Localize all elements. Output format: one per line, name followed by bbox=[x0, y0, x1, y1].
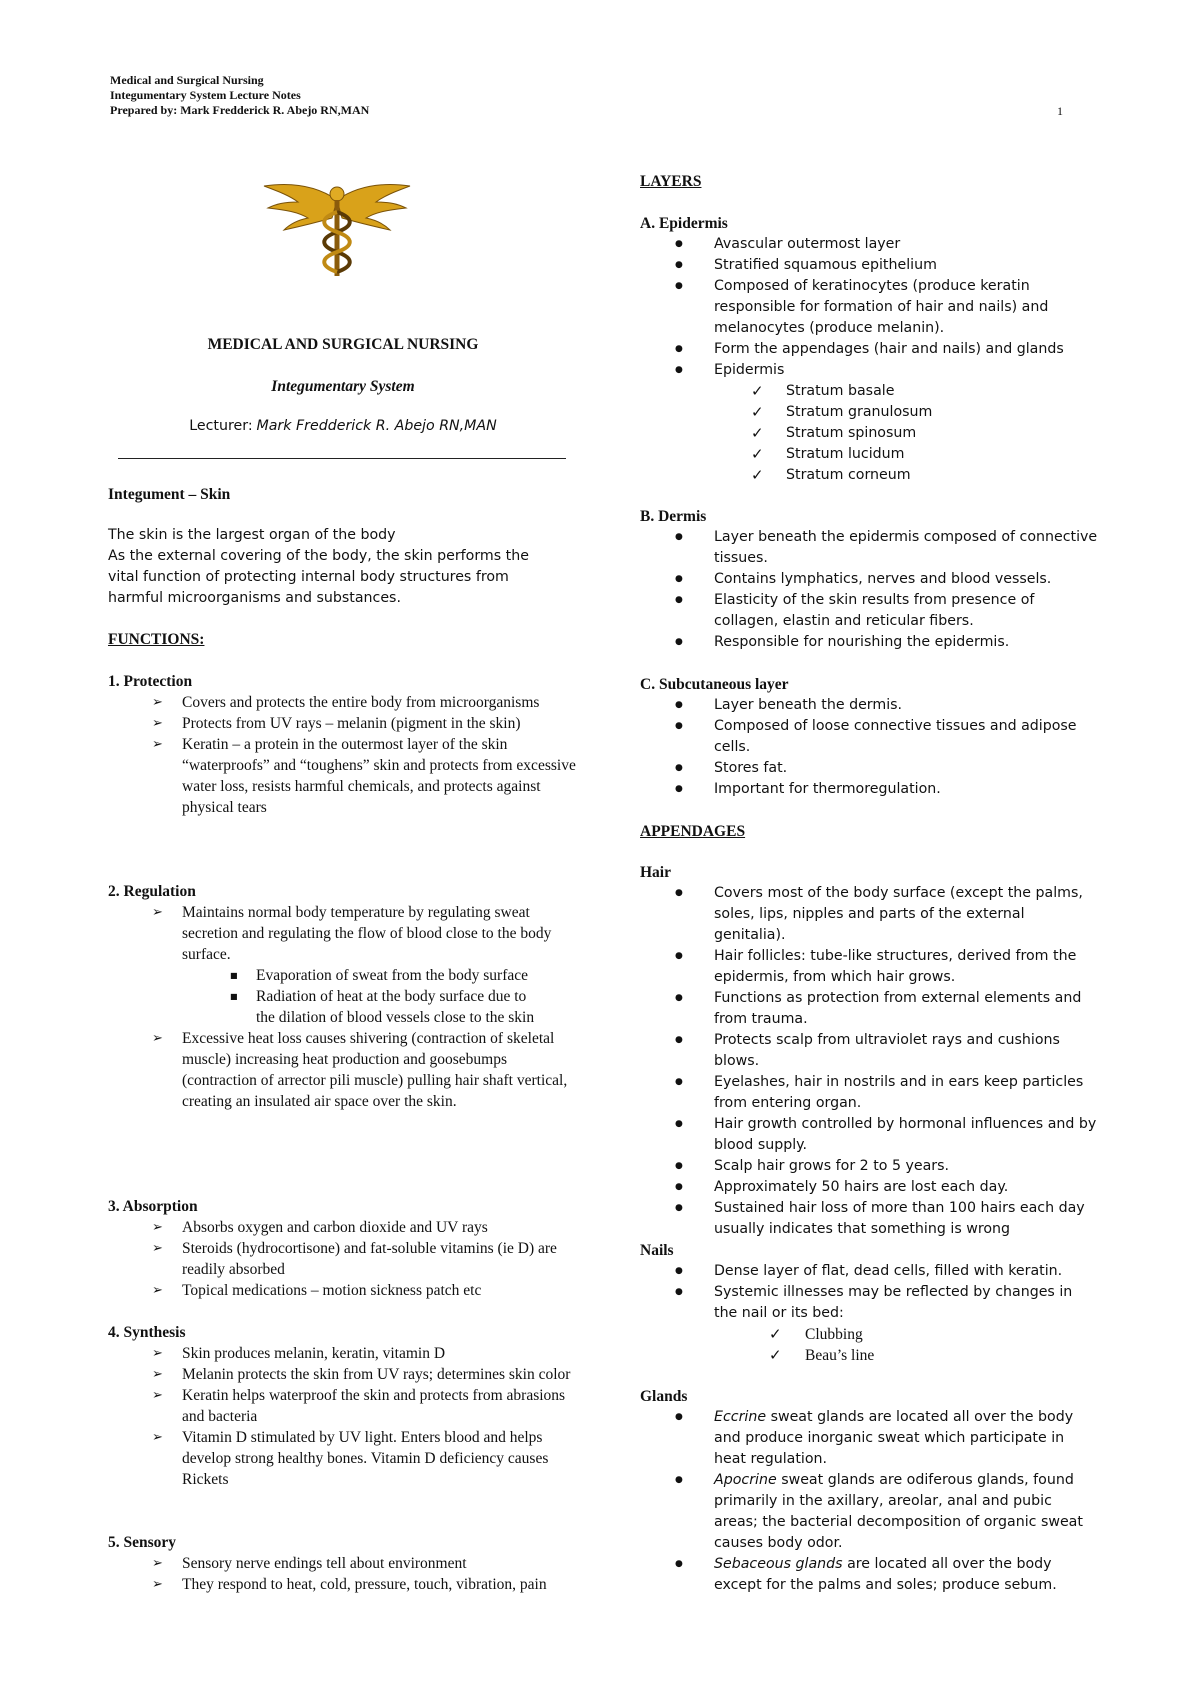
synthesis-list bbox=[108, 1343, 578, 1490]
list-item: ● Form the appendages (hair and nails) and glands bbox=[640, 339, 1100, 360]
list-item: ✓ Stratum corneum bbox=[640, 465, 1100, 486]
sebaceous-text: are located all over the body except for the palms and soles; produce sebum. bbox=[714, 1556, 1057, 1593]
list-item: ➢ Excessive heat loss causes shivering (contraction of skeletal muscle) increasing heat production and goosebumps (contraction of arrector pili muscle) pulling hair shaft vertical, creating an insulated air space over the skin. bbox=[108, 1028, 578, 1112]
nail-signs-list bbox=[640, 1324, 1100, 1366]
eccrine-text: sweat glands are located all over the body and produce inorganic sweat which participate in heat regulation. bbox=[714, 1409, 1074, 1467]
dermis-section bbox=[640, 506, 1100, 653]
list-item: ● Hair follicles: tube-like structures, derived from the epidermis, from which hair grows. bbox=[640, 946, 1100, 988]
dermis-list bbox=[640, 527, 1100, 653]
glands-list bbox=[640, 1407, 1100, 1596]
list-item: ● Eyelashes, hair in nostrils and in ears keep particles from entering organ. bbox=[640, 1072, 1100, 1114]
list-item: ● Layer beneath the dermis. bbox=[640, 695, 1100, 716]
intro-line-2: As the external covering of the body, the skin performs the vital function of protecting internal body structures from harmful microorganisms and substances. bbox=[108, 548, 529, 606]
header-topic: Integumentary System Lecture Notes bbox=[110, 88, 301, 102]
layers-heading: LAYERS bbox=[640, 173, 702, 190]
absorption-list bbox=[108, 1217, 578, 1301]
glands-heading: Glands bbox=[640, 1388, 688, 1405]
subcutaneous-list bbox=[640, 695, 1100, 800]
list-item: ➢ Steroids (hydrocortisone) and fat-soluble vitamins (ie D) are readily absorbed bbox=[108, 1238, 578, 1280]
regulation-sublist bbox=[108, 965, 548, 1028]
intro-text bbox=[108, 525, 548, 609]
lecturer-name: Mark Fredderick R. Abejo RN,MAN bbox=[256, 418, 497, 434]
list-item: ● Scalp hair grows for 2 to 5 years. bbox=[640, 1156, 1100, 1177]
list-item: ● Responsible for nourishing the epidermis. bbox=[640, 632, 1100, 653]
sensory-section bbox=[108, 1532, 578, 1595]
list-item: ● Contains lymphatics, nerves and blood vessels. bbox=[640, 569, 1100, 590]
list-item: ● Epidermis bbox=[640, 360, 1100, 381]
synthesis-heading: 4. Synthesis bbox=[108, 1324, 186, 1341]
title-divider bbox=[118, 458, 566, 459]
subcutaneous-heading: C. Subcutaneous layer bbox=[640, 676, 789, 693]
eccrine-term: Eccrine bbox=[714, 1409, 767, 1425]
list-item: ➢ Keratin helps waterproof the skin and protects from abrasions and bacteria bbox=[108, 1385, 578, 1427]
list-item: ➢ Topical medications – motion sickness patch etc bbox=[108, 1280, 578, 1301]
document-subtitle: Integumentary System bbox=[271, 378, 415, 395]
list-item: ✓ Clubbing bbox=[640, 1324, 1100, 1345]
hair-section bbox=[640, 862, 1100, 1240]
list-item: ● Stratified squamous epithelium bbox=[640, 255, 1100, 276]
lecturer-label: Lecturer: bbox=[189, 418, 253, 434]
sensory-heading: 5. Sensory bbox=[108, 1534, 177, 1551]
list-item: ● Hair growth controlled by hormonal influences and by blood supply. bbox=[640, 1114, 1100, 1156]
caduceus-icon bbox=[262, 172, 412, 277]
list-item: ● Composed of keratinocytes (produce keratin responsible for formation of hair and nails) and melanocytes (produce melanin). bbox=[640, 276, 1100, 339]
list-item: ➢ Skin produces melanin, keratin, vitamin D bbox=[108, 1343, 578, 1364]
nails-heading: Nails bbox=[640, 1242, 674, 1259]
list-item: ● Dense layer of flat, dead cells, filled with keratin. bbox=[640, 1261, 1100, 1282]
lecturer-line bbox=[108, 415, 578, 437]
list-item: ● Functions as protection from external elements and from trauma. bbox=[640, 988, 1100, 1030]
list-item: ● Systemic illnesses may be reflected by changes in the nail or its bed: bbox=[640, 1282, 1100, 1324]
strata-list bbox=[640, 381, 1100, 486]
list-item: ● Covers most of the body surface (except the palms, soles, lips, nipples and parts of the external genitalia). bbox=[640, 883, 1100, 946]
list-item: ● Layer beneath the epidermis composed of connective tissues. bbox=[640, 527, 1100, 569]
list-item: ● Protects scalp from ultraviolet rays and cushions blows. bbox=[640, 1030, 1100, 1072]
regulation-section bbox=[108, 881, 578, 1112]
list-item: ➢ They respond to heat, cold, pressure, touch, vibration, pain bbox=[108, 1574, 578, 1595]
hair-heading: Hair bbox=[640, 864, 671, 881]
list-item: ➢ Melanin protects the skin from UV rays; determines skin color bbox=[108, 1364, 578, 1385]
list-item: ✓ Stratum spinosum bbox=[640, 423, 1100, 444]
regulation-list-2 bbox=[108, 1028, 578, 1112]
protection-section bbox=[108, 671, 578, 818]
absorption-heading: 3. Absorption bbox=[108, 1198, 198, 1215]
list-item: ● Approximately 50 hairs are lost each day. bbox=[640, 1177, 1100, 1198]
protection-list bbox=[108, 692, 578, 818]
list-item: ➢ Keratin – a protein in the outermost layer of the skin “waterproofs” and “toughens” skin and protects from excessive water loss, resists harmful chemicals, and protects against physical tears bbox=[108, 734, 578, 818]
dermis-heading: B. Dermis bbox=[640, 508, 707, 525]
list-item: ✓ Stratum granulosum bbox=[640, 402, 1100, 423]
sebaceous-term: Sebaceous glands bbox=[714, 1556, 843, 1572]
list-item: ✓ Beau’s line bbox=[640, 1345, 1100, 1366]
list-item: ➢ Vitamin D stimulated by UV light. Enters blood and helps develop strong healthy bones. Vitamin D deficiency causes Rickets bbox=[108, 1427, 578, 1490]
list-item: ➢ Maintains normal body temperature by regulating sweat secretion and regulating the flow of blood close to the body surface. bbox=[108, 902, 578, 965]
synthesis-section bbox=[108, 1322, 578, 1490]
list-item: ✓ Stratum basale bbox=[640, 381, 1100, 402]
list-item bbox=[640, 1407, 1100, 1470]
document-header bbox=[110, 73, 369, 118]
epidermis-section bbox=[640, 213, 1100, 486]
page-number: 1 bbox=[1057, 104, 1063, 118]
list-item: ● Avascular outermost layer bbox=[640, 234, 1100, 255]
epidermis-heading: A. Epidermis bbox=[640, 215, 728, 232]
intro-line-1: The skin is the largest organ of the body bbox=[108, 527, 396, 543]
regulation-heading: 2. Regulation bbox=[108, 883, 196, 900]
intro-heading: Integument – Skin bbox=[108, 486, 231, 503]
sensory-list bbox=[108, 1553, 578, 1595]
appendages-heading: APPENDAGES bbox=[640, 823, 746, 840]
list-item: ■ Radiation of heat at the body surface due to the dilation of blood vessels close to the skin bbox=[108, 986, 548, 1028]
absorption-section bbox=[108, 1196, 578, 1301]
list-item: ➢ Absorbs oxygen and carbon dioxide and UV rays bbox=[108, 1217, 578, 1238]
subcutaneous-section bbox=[640, 674, 1100, 800]
list-item: ➢ Sensory nerve endings tell about environment bbox=[108, 1553, 578, 1574]
nails-list bbox=[640, 1261, 1100, 1324]
list-item: ■ Evaporation of sweat from the body surface bbox=[108, 965, 548, 986]
list-item: ✓ Stratum lucidum bbox=[640, 444, 1100, 465]
hair-list bbox=[640, 883, 1100, 1240]
document-title: MEDICAL AND SURGICAL NURSING bbox=[207, 336, 479, 353]
list-item: ● Elasticity of the skin results from presence of collagen, elastin and reticular fibers. bbox=[640, 590, 1100, 632]
apocrine-text: sweat glands are odiferous glands, found primarily in the axillary, areolar, anal and pubic areas; the bacterial decomposition of organic sweat causes body odor. bbox=[714, 1472, 1083, 1551]
apocrine-term: Apocrine bbox=[714, 1472, 777, 1488]
list-item: ➢ Protects from UV rays – melanin (pigment in the skin) bbox=[108, 713, 578, 734]
list-item: ● Sustained hair loss of more than 100 hairs each day usually indicates that something is wrong bbox=[640, 1198, 1100, 1240]
list-item: ● Stores fat. bbox=[640, 758, 1100, 779]
list-item: ● Composed of loose connective tissues and adipose cells. bbox=[640, 716, 1100, 758]
glands-section bbox=[640, 1386, 1100, 1596]
list-item bbox=[640, 1554, 1100, 1596]
regulation-list bbox=[108, 902, 578, 965]
protection-heading: 1. Protection bbox=[108, 673, 193, 690]
list-item: ➢ Covers and protects the entire body from microorganisms bbox=[108, 692, 578, 713]
header-author: Prepared by: Mark Fredderick R. Abejo RN,MAN bbox=[110, 103, 370, 117]
epidermis-list bbox=[640, 234, 1100, 381]
nails-section bbox=[640, 1240, 1100, 1366]
list-item bbox=[640, 1470, 1100, 1554]
list-item: ● Important for thermoregulation. bbox=[640, 779, 1100, 800]
functions-heading: FUNCTIONS: bbox=[108, 631, 205, 648]
header-course: Medical and Surgical Nursing bbox=[110, 73, 264, 87]
